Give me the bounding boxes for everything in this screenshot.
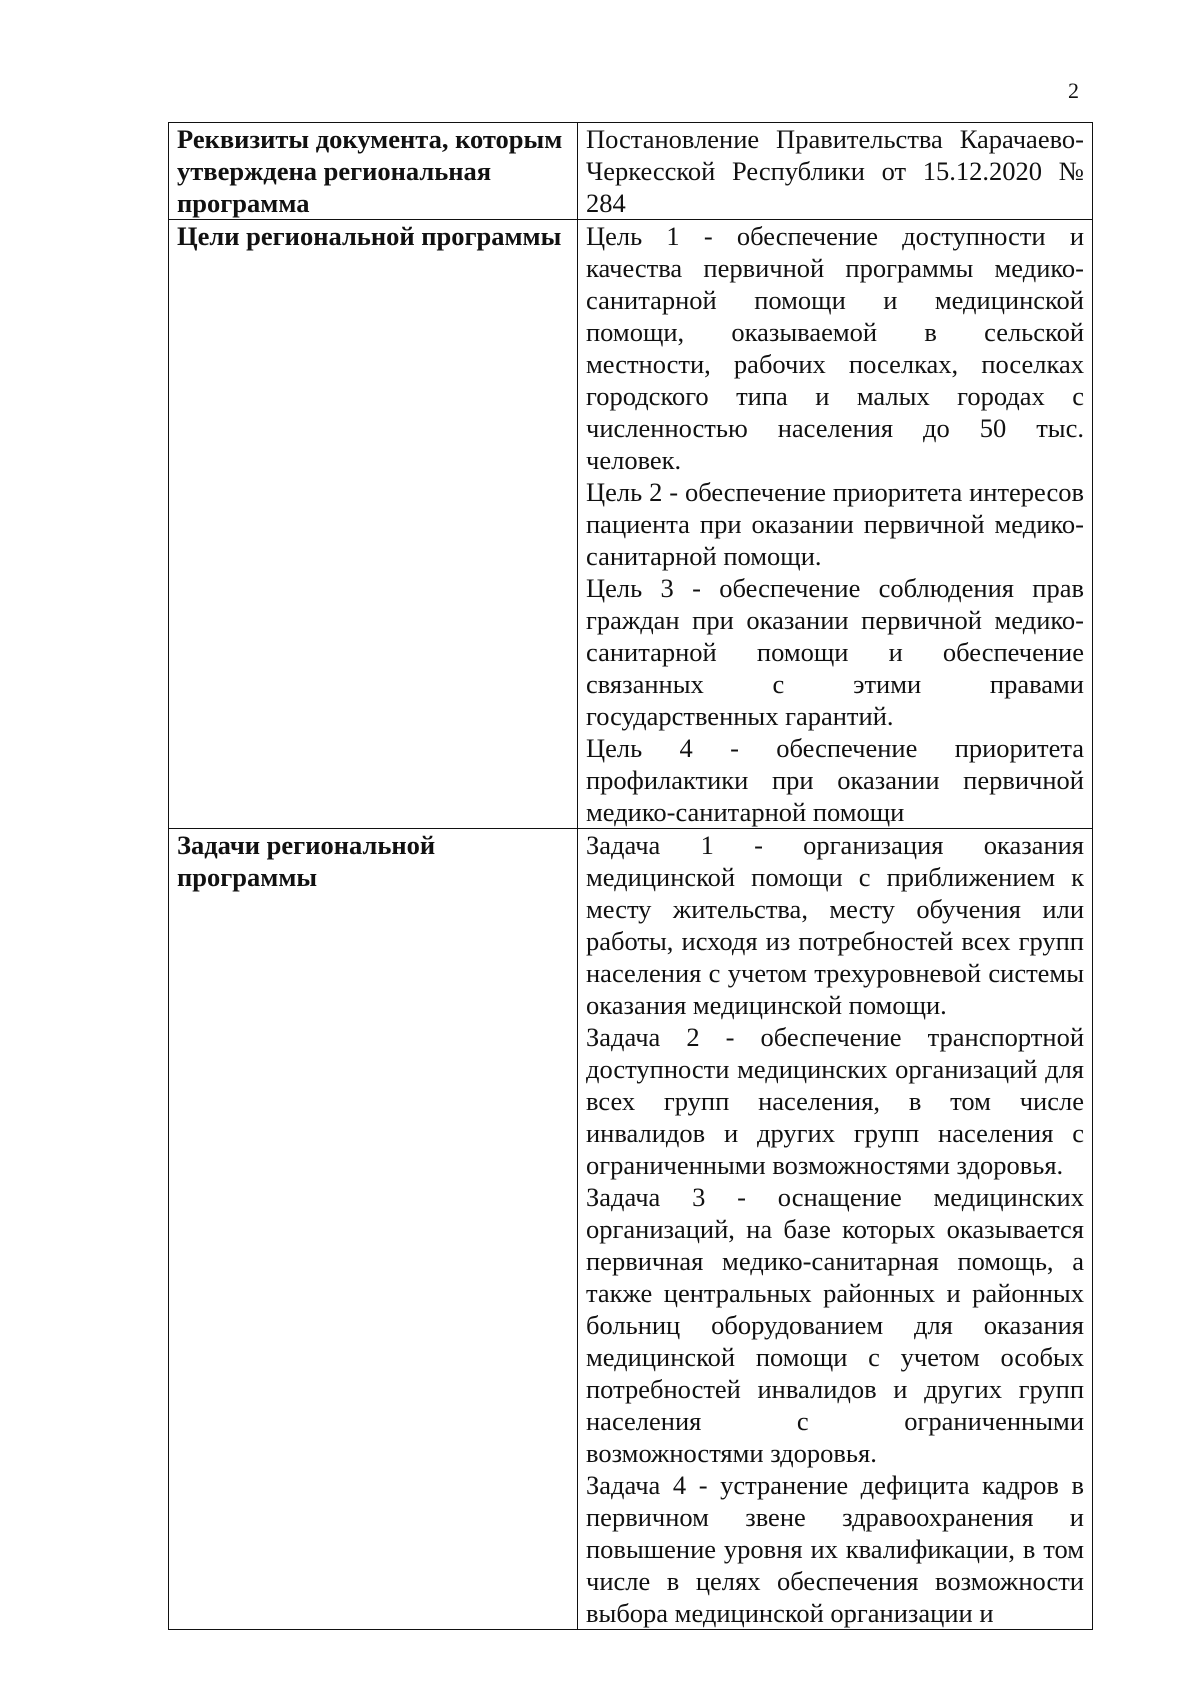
paragraph: Задача 3 - оснащение медицинских организаций, на базе которых оказывается первичная медико-санитарная помощь, а также центральных районных и районных больниц оборудованием для оказания медицинской помощи с учетом особых потребностей инвалидов и других групп населения с ограниченными возможностями здоровья. bbox=[586, 1182, 1084, 1468]
table-row-tasks bbox=[169, 829, 1093, 1630]
paragraph: Задача 2 - обеспечение транспортной доступности медицинских организаций для всех групп населения, в том числе инвалидов и других групп населения с ограниченными возможностями здоровья. bbox=[586, 1022, 1084, 1180]
paragraph: Постановление Правительства Карачаево-Черкесской Республики от 15.12.2020 № 284 bbox=[586, 124, 1084, 218]
row-value bbox=[578, 829, 1093, 1630]
row-value bbox=[578, 220, 1093, 829]
table-row-goals bbox=[169, 220, 1093, 829]
paragraph: Задача 1 - организация оказания медицинской помощи с приближением к месту жительства, месту обучения или работы, исходя из потребностей всех групп населения с учетом трехуровневой системы оказания медицинской помощи. bbox=[586, 830, 1084, 1020]
paragraph: Цель 3 - обеспечение соблюдения прав граждан при оказании первичной медико-санитарной помощи и обеспечение связанных с этими правами государственных гарантий. bbox=[586, 573, 1084, 731]
paragraph: Задача 4 - устранение дефицита кадров в первичном звене здравоохранения и повышение уровня их квалификации, в том числе в целях обеспечения возможности выбора медицинской организации и bbox=[586, 1470, 1084, 1628]
row-value bbox=[578, 123, 1093, 220]
paragraph: Цель 1 - обеспечение доступности и качества первичной программы медико-санитарной помощи и медицинской помощи, оказываемой в сельской местности, рабочих поселках, поселках городского типа и малых городах с численностью населения до 50 тыс. человек. bbox=[586, 221, 1084, 475]
paragraph: Цель 2 - обеспечение приоритета интересов пациента при оказании первичной медико-санитарной помощи. bbox=[586, 477, 1084, 571]
row-label: Задачи региональной программы bbox=[169, 829, 578, 1630]
table-row-requisites bbox=[169, 123, 1093, 220]
page-number: 2 bbox=[1068, 78, 1079, 103]
paragraph: Цель 4 - обеспечение приоритета профилактики при оказании первичной медико-санитарной помощи bbox=[586, 733, 1084, 827]
row-label: Цели региональной программы bbox=[169, 220, 578, 829]
program-passport-table bbox=[168, 122, 1093, 1630]
row-label: Реквизиты документа, которым утверждена региональная программа bbox=[169, 123, 578, 220]
